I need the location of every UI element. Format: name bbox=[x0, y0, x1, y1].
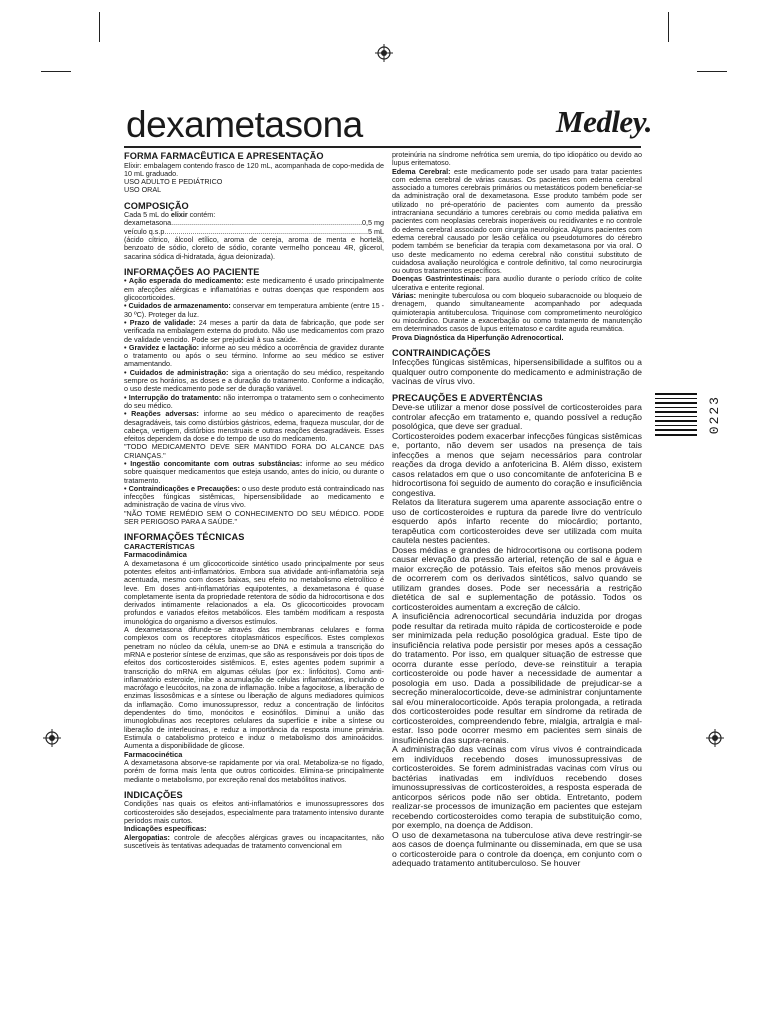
paragraph: USO ADULTO E PEDIÁTRICO bbox=[124, 177, 223, 187]
precautions-text bbox=[392, 403, 642, 869]
info-item: • Cuidados de administração: siga a orientação do seu médico, respeitando sempre os horários, as doses e a duração do tratamento. Conforme a indicação, o uso deste medicamento pode ser de duração variável. bbox=[124, 367, 384, 394]
paragraph: A insuficiência adrenocortical secundária induzida por drogas pode resultar da retirada muito rápida de corticosteroide e pode ser minimizada pela redução posológica gradual. Este tipo de insuficiência relativa pode persistir por meses após a cessação do tratamento. Por isso, em qualquer situação de estresse que ocorra durante esse período, deve-se reinstituir a terapia corticosteroide ou pode haver a necessidade de aumentar a posologia em uso. Dada a possibilidade de prejudicar-se a secreção mineralocorticoide, deve-se administrar conjuntamente sal e/ou mineralocorticoide. Após terapia prolongada, a retirada dos corticosteroides pode resultar em síndrome da retirada de corticosteroides, compreendendo febre, mialgia, artralgia e mal-estar. Isso pode ocorrer mesmo em pacientes sem sinais de insuficiência das supra-renais. bbox=[392, 611, 642, 745]
paragraph: (ácido cítrico, álcool etílico, aroma de cereja, aroma de menta e hortelã, benzoato de sódio, cloreto de sódio, corante vermelho ponceau 4R, glicerol, sacarina sódica di-hidratada, água deionizada). bbox=[124, 235, 384, 261]
section-heading: PRECAUÇÕES E ADVERTÊNCIAS bbox=[392, 392, 543, 403]
paragraph: A dexametasona difunde-se através das membranas celulares e forma complexos com os receptores citoplasmáticos específicos. Estes complexos penetram no núcleo da célula, unem-se ao DNA e estimula a transcrição do mRNA e posterior síntese de enzimas, que são as responsáveis por dois tipos de efeitos dos corticosteroides sistêmicos. E, estes agentes podem suprimir a transcrição do mRNA em algumas células (por ex.: linfócitos). Como anti-inflamatório esteroide, inibe a acumulação de células inflamatórias, incluindo o macrófago e leucócitos, na zona de inflamação. Inibe a fagocitose, a liberação de enzimas lissosômicas e a síntese ou liberação de alguns mediadores químicos da inflamação. Como imunossupressor, reduz a concentração de linfócitos dependentes do timo, monócitos e eosinófilos. Diminui a união das imunoglobulinas aos receptores celulares da superfície e inibe a síntese ou liberação de interleucinas, e reduz a importância da resposta imune primária. Estimula o catabolismo proteico e induz o metabolismo dos aminoácidos. Aumenta a disponibilidade de glicose. bbox=[124, 625, 384, 751]
page-title: dexametasona bbox=[126, 104, 363, 145]
crop-mark bbox=[99, 12, 100, 42]
section-heading: FORMA FARMACÊUTICA E APRESENTAÇÃO bbox=[124, 151, 324, 161]
info-item: • Ação esperada do medicamento: este medicamento é usado principalmente em afecções alérgicas e inflamatórias e outras doenças que respondem aos glicocorticoides. bbox=[124, 276, 384, 303]
info-item: "NÃO TOME REMÉDIO SEM O CONHECIMENTO DO SEU MÉDICO. PODE SER PERIGOSO PARA A SAÚDE." bbox=[124, 508, 384, 527]
info-item: • Gravidez e lactação: informe ao seu médico a ocorrência de gravidez durante o tratamento ou após o seu término. Informe ao seu médico se estiver amamentando. bbox=[124, 342, 384, 369]
patient-info-list bbox=[124, 277, 384, 526]
paragraph: Elixir: embalagem contendo frasco de 120 mL, acompanhada de copo-medida de 10 mL graduado. bbox=[124, 160, 384, 178]
section-heading: INFORMAÇÕES AO PACIENTE bbox=[124, 266, 260, 277]
paragraph: Corticosteroides podem exacerbar infecções fúngicas sistêmicas e, portanto, não devem ser usados na presença de tais infecções a menos que sejam necessários para controlar reações da droga devido a anfotericina B. Além disso, existem casos relatados em que o uso concomitante de anfotericina B e hidrocortisona foi seguido de aumento do coração e insuficiência congestiva. bbox=[392, 430, 642, 498]
section-heading: INFORMAÇÕES TÉCNICAS bbox=[124, 532, 245, 543]
brand-logo: Medley. bbox=[556, 104, 653, 139]
paragraph: Condições nas quais os efeitos anti-inflamatórios e imunossupressores dos corticosteroides são desejados, especialmente para tratamento intensivo durante períodos mais curtos. bbox=[124, 799, 384, 825]
paragraph: A dexametasona é um glicocorticoide sintético usado principalmente por seus potentes efeitos anti-inflamatórios. Embora sua atividade anti-inflamatória seja acentuada, mesmo com doses baixas, seu efeito no metabolismo eletrolítico é leve. Em doses anti-inflamatórias equipotentes, a dexametasona é quase completamente isenta da propriedade retentora de sódio da hidrocortisona e dos derivados intimamente relacionados a ela. Os glicocorticoides provocam profundos e variados efeitos metabólicos. Eles também modificam a resposta imunológica do organismo a diversos estímulos. bbox=[124, 558, 384, 626]
paragraph: proteinúria na síndrome nefrótica sem uremia, do tipo idiopático ou devido ao lupus eritematoso. bbox=[392, 151, 642, 168]
paragraph: O uso de dexametasona na tuberculose ativa deve restringir-se aos casos de doença fulminante ou disseminada, em que se usa o corticosteroide para o controle da doença, em conjunto com o adequado tratamento antituberculoso. Se houver bbox=[392, 829, 642, 869]
info-item: "TODO MEDICAMENTO DEVE SER MANTIDO FORA DO ALCANCE DAS CRIANÇAS." bbox=[124, 442, 384, 460]
paragraph: Doenças Gastrintestinais: para auxílio durante o período crítico de colite ulcerativa e enterite regional. bbox=[392, 274, 642, 292]
title-rule bbox=[124, 146, 641, 148]
paragraph: A dexametasona absorve-se rapidamente por via oral. Metaboliza-se no fígado, porém de forma mais lenta que outros corticoides. Elimina-se principalmente mediante o metabolismo, por excreção renal dos metabólitos inativos. bbox=[124, 757, 384, 784]
paragraph: Relatos da literatura sugerem uma aparente associação entre o uso de corticosteroides e ruptura da parede livre do ventrículo esquerdo após infarto recente do miocárdio; portanto, terapêutica com corticosteroides deve ser utilizada com muita cautela nestes pacientes. bbox=[392, 497, 642, 546]
subheading: Farmacocinética bbox=[124, 749, 183, 759]
section-heading: CONTRAINDICAÇÕES bbox=[392, 347, 491, 358]
paragraph: USO ORAL bbox=[124, 185, 162, 195]
composition-line: dexametasona ..... 0,5 mg bbox=[124, 219, 384, 227]
left-column bbox=[124, 151, 384, 1024]
info-item: • Reações adversas: informe ao seu médico o aparecimento de reações desagradáveis, tais como distúrbios gástricos, edema, fraqueza muscular, dor de cabeça, vertigem, distúrbios menstruais e outras reações desagradáveis. Esses efeitos dependem da dose e do tempo de uso do medicamento. bbox=[124, 409, 384, 444]
paragraph: Várias: meningite tuberculosa ou com bloqueio subaracnoide ou bloqueio de drenagem, quando simultaneamente acompanhado por adequada quimioterapia antituberculosa. Triquinose com comprometimento neurológico ou miocárdico. Durante a exacerbação ou como tratamento de manutenção em determinados casos de lupus eritematoso e cardite aguda reumática. bbox=[392, 291, 642, 334]
pharmacode-barcode bbox=[655, 393, 697, 437]
subheading: CARACTERÍSTICAS bbox=[124, 541, 195, 551]
paragraph: Infecções fúngicas sistêmicas, hipersensibilidade a sulfitos ou a qualquer outro componente do medicamento e administração de vacinas de vírus vivo. bbox=[392, 357, 642, 387]
crop-mark bbox=[697, 71, 727, 72]
section-heading: COMPOSIÇÃO bbox=[124, 200, 189, 211]
subheading: Indicações específicas: bbox=[124, 824, 207, 834]
crop-mark bbox=[668, 12, 669, 42]
registration-mark-icon bbox=[375, 44, 393, 62]
info-item: • Ingestão concomitante com outras substâncias: informe ao seu médico sobre quaisquer medicamentos que esteja usando, antes do início, ou durante o tratamento. bbox=[124, 459, 384, 485]
paragraph: A administração das vacinas com vírus vivos é contraindicada em indivíduos recebendo doses imunossupressivas de corticosteroides. Se forem administradas vacinas com vírus ou bactérias inativadas em indivíduos recebendo doses imunossupressivas de corticosteroides, a resposta esperada de anticorpos séricos pode não ser obtida. Entretanto, podem realizar-se processos de imunização em pacientes que estejam recebendo corticosteroides como terapia de substituição como, por exemplo, na doença de Addison. bbox=[392, 744, 642, 831]
composition-line: veículo q.s.p. ..... 5 mL bbox=[124, 228, 384, 236]
info-item: • Prazo de validade: 24 meses a partir da data de fabricação, que pode ser verificada na embalagem externa do produto. Não use medicamentos com prazo de validade vencido. Pode ser prejudicial à sua saúde. bbox=[124, 317, 384, 344]
paragraph: Prova Diagnóstica da Hiperfunção Adrenocortical. bbox=[392, 332, 564, 342]
right-column bbox=[392, 151, 642, 1024]
paragraph: Doses médias e grandes de hidrocortisona ou cortisona podem causar elevação da pressão arterial, retenção de sal e água e maior excreção de potássio. Tais efeitos são menos prováveis de ocorrerem com os derivados sintéticos, salvo quando se utilizam grandes doses. Pode ser necessária a restrição dietética de sal e suplementação de potássio. Todos os corticosteroides aumentam a excreção de cálcio. bbox=[392, 544, 642, 612]
paragraph: Alergopatias: controle de afecções alérgicas graves ou incapacitantes, não suscetíveis às tentativas adequadas de tratamento convencional em bbox=[124, 832, 384, 850]
registration-mark-icon bbox=[43, 729, 61, 747]
barcode-number: 0223 bbox=[707, 395, 722, 435]
registration-mark-icon bbox=[706, 729, 724, 747]
crop-mark bbox=[41, 71, 71, 72]
composition-intro: Cada 5 mL do elixir contém: bbox=[124, 210, 216, 220]
info-item: • Interrupção do tratamento: não interrompa o tratamento sem o conhecimento do seu médico. bbox=[124, 392, 384, 410]
info-item: • Contraindicações e Precauções: o uso deste produto está contraindicado nas infecções fúngicas sistêmicas, hipersensibilidade ao medicamento e administração de vacina de vírus vivo. bbox=[124, 483, 384, 510]
section-heading: INDICAÇÕES bbox=[124, 789, 183, 800]
paragraph: Deve-se utilizar a menor dose possível de corticosteroides para controlar afecção em tratamento e, quando possível a redução posológica, que deve ser gradual. bbox=[392, 402, 642, 432]
info-item: • Cuidados de armazenamento: conservar em temperatura ambiente (entre 15 - 30 ºC). Proteger da luz. bbox=[124, 301, 384, 319]
subheading: Farmacodinâmica bbox=[124, 550, 187, 560]
paragraph: Edema Cerebral: este medicamento pode ser usado para tratar pacientes com edema cerebral de várias causas. Os pacientes com edema cerebral associado a tumores cerebrais primários ou metastáticos podem beneficiar-se da administração oral de dexametasona. Esse produto também pode ser utilizado no pré-operatório de pacientes com aumento da pressão intracraniana secundário a tumores cerebrais ou como medida paliativa em pacientes com neoplasias cerebrais inoperáveis ou recidivantes e no controle do edema cerebral associado com cirurgia neurológica. Alguns pacientes com edema cerebral causado por lesão cefálica ou pseudotumores do cérebro podem também se beneficiar da terapia com dexametasona por via oral. O uso deste medicamento no edema cerebral não constitui substituto de cuidadosa avaliação neurológica e controle definitivo, tal como neurocirurgia ou outros tratamentos específicos. bbox=[392, 166, 642, 276]
